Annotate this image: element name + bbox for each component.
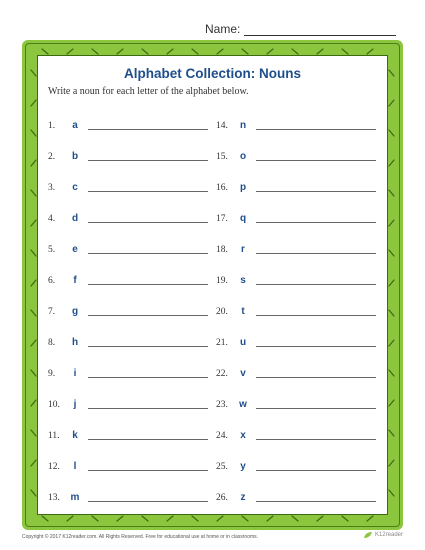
- item-number: 22.: [216, 368, 228, 379]
- answer-line[interactable]: [88, 128, 208, 130]
- item-letter: h: [71, 337, 79, 348]
- item-number: 17.: [216, 213, 228, 224]
- item-number: 15.: [216, 151, 228, 162]
- item-letter: i: [73, 368, 77, 379]
- item-letter: q: [239, 213, 247, 224]
- answer-row-u: [216, 327, 376, 358]
- copyright-footer: Copyright © 2017 K12reader.com. All Rights Reserved. Free for educational use at home or in classrooms.: [22, 534, 259, 540]
- item-number: 13.: [48, 492, 60, 503]
- item-letter: w: [239, 399, 247, 410]
- item-letter: g: [71, 306, 79, 317]
- item-number: 21.: [216, 337, 228, 348]
- answer-line[interactable]: [256, 252, 376, 254]
- answer-row-g: [48, 296, 208, 327]
- item-number: 4.: [48, 213, 56, 224]
- item-number: 10.: [48, 399, 60, 410]
- item-letter: k: [72, 430, 78, 441]
- item-letter: y: [240, 461, 246, 472]
- name-field[interactable]: [244, 23, 396, 36]
- answer-line[interactable]: [256, 283, 376, 285]
- answer-row-q: [216, 203, 376, 234]
- item-letter: x: [240, 430, 246, 441]
- answer-line[interactable]: [256, 190, 376, 192]
- worksheet-frame: [22, 40, 403, 530]
- answer-row-p: [216, 172, 376, 203]
- answer-row-b: [48, 141, 208, 172]
- answer-row-s: [216, 265, 376, 296]
- item-letter: t: [241, 306, 245, 317]
- answer-line[interactable]: [256, 500, 376, 502]
- answer-row-z: [216, 482, 376, 513]
- answer-row-r: [216, 234, 376, 265]
- leaf-icon: [363, 531, 373, 539]
- item-number: 18.: [216, 244, 228, 255]
- answer-row-n: [216, 110, 376, 141]
- answer-line[interactable]: [256, 345, 376, 347]
- answer-row-e: [48, 234, 208, 265]
- name-label: Name:: [205, 22, 241, 36]
- item-letter: r: [241, 244, 245, 255]
- brand-name: K12reader: [374, 532, 403, 538]
- item-letter: m: [70, 492, 80, 503]
- answer-row-d: [48, 203, 208, 234]
- item-number: 23.: [216, 399, 228, 410]
- answer-line[interactable]: [88, 283, 208, 285]
- answer-line[interactable]: [256, 438, 376, 440]
- brand-logo[interactable]: [363, 531, 403, 539]
- item-letter: l: [73, 461, 77, 472]
- item-number: 9.: [48, 368, 56, 379]
- answer-line[interactable]: [256, 221, 376, 223]
- item-letter: e: [72, 244, 78, 255]
- item-letter: b: [71, 151, 79, 162]
- answer-line[interactable]: [256, 128, 376, 130]
- item-number: 2.: [48, 151, 56, 162]
- worksheet-title: Alphabet Collection: Nouns: [124, 66, 301, 81]
- item-number: 7.: [48, 306, 56, 317]
- item-letter: j: [73, 399, 77, 410]
- item-number: 25.: [216, 461, 228, 472]
- item-letter: o: [239, 151, 247, 162]
- item-number: 14.: [216, 120, 228, 131]
- answer-line[interactable]: [88, 190, 208, 192]
- answer-row-a: [48, 110, 208, 141]
- answer-line[interactable]: [88, 438, 208, 440]
- name-row: [205, 22, 396, 36]
- answer-row-o: [216, 141, 376, 172]
- item-letter: s: [240, 275, 246, 286]
- answer-row-i: [48, 358, 208, 389]
- item-number: 8.: [48, 337, 56, 348]
- item-number: 26.: [216, 492, 228, 503]
- item-number: 5.: [48, 244, 56, 255]
- answer-row-m: [48, 482, 208, 513]
- item-letter: n: [239, 120, 247, 131]
- item-number: 3.: [48, 182, 56, 193]
- item-letter: v: [240, 368, 246, 379]
- answer-row-v: [216, 358, 376, 389]
- item-number: 19.: [216, 275, 228, 286]
- item-number: 11.: [48, 430, 60, 441]
- item-number: 12.: [48, 461, 60, 472]
- left-column: [48, 110, 208, 513]
- item-letter: f: [73, 275, 77, 286]
- answer-line[interactable]: [88, 159, 208, 161]
- item-letter: u: [239, 337, 247, 348]
- item-number: 6.: [48, 275, 56, 286]
- item-letter: p: [239, 182, 247, 193]
- answer-row-y: [216, 451, 376, 482]
- item-letter: d: [71, 213, 79, 224]
- answer-line[interactable]: [88, 314, 208, 316]
- answer-line[interactable]: [88, 252, 208, 254]
- answer-line[interactable]: [256, 407, 376, 409]
- item-number: 24.: [216, 430, 228, 441]
- worksheet-panel: [37, 55, 388, 515]
- answer-line[interactable]: [88, 407, 208, 409]
- item-letter: z: [240, 492, 246, 503]
- answer-line[interactable]: [256, 314, 376, 316]
- answer-row-f: [48, 265, 208, 296]
- answer-row-x: [216, 420, 376, 451]
- answer-line[interactable]: [88, 469, 208, 471]
- right-column: [216, 110, 376, 513]
- answer-row-w: [216, 389, 376, 420]
- answer-row-k: [48, 420, 208, 451]
- item-letter: a: [72, 120, 78, 131]
- item-number: 1.: [48, 120, 56, 131]
- answer-line[interactable]: [256, 469, 376, 471]
- answer-line[interactable]: [88, 376, 208, 378]
- item-letter: c: [72, 182, 78, 193]
- instructions: Write a noun for each letter of the alphabet below.: [48, 86, 249, 97]
- answer-line[interactable]: [256, 376, 376, 378]
- answer-row-t: [216, 296, 376, 327]
- item-number: 16.: [216, 182, 228, 193]
- answer-row-c: [48, 172, 208, 203]
- answer-row-l: [48, 451, 208, 482]
- answer-line[interactable]: [88, 500, 208, 502]
- answer-line[interactable]: [256, 159, 376, 161]
- answer-line[interactable]: [88, 221, 208, 223]
- answer-row-j: [48, 389, 208, 420]
- answer-row-h: [48, 327, 208, 358]
- answer-line[interactable]: [88, 345, 208, 347]
- item-number: 20.: [216, 306, 228, 317]
